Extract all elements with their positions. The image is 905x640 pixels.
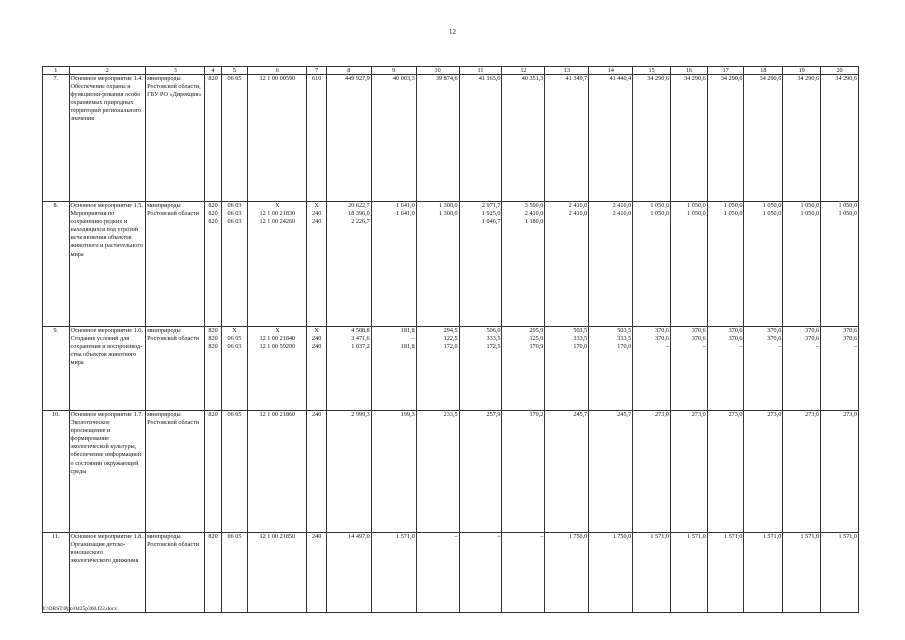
value-cell — [326, 533, 371, 613]
value-cell — [416, 75, 459, 202]
value-line: 273,0 — [728, 411, 743, 418]
value-cell — [670, 411, 707, 533]
value-line: 333,5 — [617, 335, 632, 343]
value-cell — [502, 533, 545, 613]
value-line: – — [778, 343, 782, 351]
column-header-18: 18 — [744, 67, 783, 75]
value-line: 240 — [312, 210, 322, 218]
value-line: 1 641,0 — [396, 210, 415, 218]
row-number: 9. — [43, 327, 70, 411]
column-header-2: 2 — [69, 67, 146, 75]
value-cell — [670, 327, 707, 411]
value-line: 370,6 — [691, 335, 706, 343]
value-cell — [326, 202, 371, 327]
value-cell — [248, 75, 307, 202]
column-header-17: 17 — [707, 67, 744, 75]
table-row — [43, 411, 859, 533]
value-line: 2 410,0 — [568, 210, 588, 218]
value-line: 503,5 — [573, 327, 588, 334]
value-line: – — [665, 343, 669, 351]
value-cell — [783, 75, 821, 202]
value-line: 370,6 — [655, 335, 669, 343]
value-cell — [545, 327, 589, 411]
value-line: 40 351,3 — [521, 75, 544, 82]
value-line: 125,0 — [529, 335, 544, 343]
value-line — [590, 218, 631, 226]
value-line: 06 05 — [227, 75, 242, 82]
value-cell — [744, 327, 783, 411]
value-line: 20 622,7 — [348, 202, 370, 209]
value-line: 3 590,0 — [524, 202, 544, 209]
value-line: 1 050,0 — [687, 210, 706, 218]
value-line: 370,6 — [655, 327, 669, 334]
value-line: – — [540, 533, 544, 540]
executor: минприроды Ростовской области — [146, 533, 205, 613]
value-line: 2 410,0 — [612, 210, 632, 218]
value-line: 1 046,7 — [481, 218, 501, 226]
value-line: 333,5 — [486, 335, 501, 343]
value-line: 240 — [312, 218, 322, 226]
value-line — [745, 218, 781, 226]
value-line: 245,7 — [617, 411, 632, 418]
executor: минприроды Ростовской области — [146, 327, 205, 411]
value-line: 370,6 — [728, 335, 743, 343]
value-line — [373, 218, 415, 226]
value-line: 122,5 — [443, 335, 458, 343]
value-line: 1 571,0 — [723, 533, 743, 540]
value-line: 370,6 — [767, 335, 782, 343]
value-cell — [205, 327, 221, 411]
value-cell — [248, 533, 307, 613]
value-line: 170,9 — [529, 343, 544, 351]
column-header-3: 3 — [146, 67, 205, 75]
value-cell — [205, 411, 221, 533]
value-line: 34 290,6 — [684, 75, 706, 82]
value-line: 1 750,0 — [568, 533, 588, 540]
value-line: 273,0 — [767, 411, 782, 418]
value-cell — [459, 533, 502, 613]
row-number: 10. — [43, 411, 70, 533]
value-line: 1 300,0 — [439, 210, 458, 218]
value-line: 240 — [312, 335, 322, 343]
value-line: 06 03 — [227, 202, 242, 209]
value-cell — [545, 75, 589, 202]
value-line: 12 1 00 00590 — [259, 75, 296, 82]
value-line: 294,5 — [443, 327, 458, 334]
value-line: 245,7 — [573, 411, 588, 418]
value-cell — [307, 533, 326, 613]
value-cell — [670, 75, 707, 202]
value-line — [546, 218, 587, 226]
value-line: 12 1 00 21850 — [259, 533, 296, 540]
value-line: 370,6 — [691, 327, 706, 334]
value-cell — [416, 411, 459, 533]
value-cell — [545, 533, 589, 613]
value-line: 240 — [312, 411, 322, 418]
value-cell — [248, 327, 307, 411]
value-cell — [459, 202, 502, 327]
value-line: 1 750,0 — [612, 533, 632, 540]
value-cell — [502, 75, 545, 202]
value-cell — [248, 411, 307, 533]
value-cell — [589, 411, 633, 533]
value-line: 820 — [208, 210, 218, 218]
value-line: 2 226,7 — [351, 218, 370, 226]
value-cell — [670, 533, 707, 613]
value-cell — [326, 411, 371, 533]
value-line: 2 410,0 — [612, 202, 632, 209]
value-line: 1 180,0 — [524, 218, 544, 226]
value-line: 1 050,0 — [650, 210, 669, 218]
value-line: 181,8 — [400, 343, 415, 351]
value-cell — [221, 533, 248, 613]
value-line: 41 165,0 — [478, 75, 501, 82]
value-cell — [221, 202, 248, 327]
value-cell — [589, 327, 633, 411]
value-cell — [633, 411, 671, 533]
value-line: 172,0 — [443, 343, 458, 351]
value-cell — [221, 75, 248, 202]
value-line: 370,6 — [805, 327, 820, 334]
measure-name: Основное мероприятие 1.6. Создание условий для сохранения и воспроизвод-ства объектов животного мира — [69, 327, 146, 411]
value-cell — [821, 411, 859, 533]
column-header-16: 16 — [670, 67, 707, 75]
value-line: 1 050,0 — [762, 202, 782, 209]
value-line: 1 050,0 — [800, 210, 820, 218]
value-line: 273,0 — [691, 411, 706, 418]
column-header-14: 14 — [589, 67, 633, 75]
value-cell — [633, 327, 671, 411]
value-cell — [459, 411, 502, 533]
table-row — [43, 75, 859, 202]
column-header-12: 12 — [502, 67, 545, 75]
column-header-8: 8 — [326, 67, 371, 75]
value-cell — [307, 75, 326, 202]
header-row — [43, 67, 859, 75]
value-line: 12 1 00 59200 — [259, 343, 296, 351]
value-line — [709, 218, 743, 226]
column-header-9: 9 — [371, 67, 416, 75]
value-line: 1 571,0 — [650, 533, 669, 540]
value-line: 1 300,0 — [439, 202, 458, 209]
value-line: 2 410,0 — [524, 210, 544, 218]
value-cell — [371, 75, 416, 202]
value-line: 1 050,0 — [838, 210, 857, 218]
value-line: – — [454, 533, 458, 540]
column-header-20: 20 — [821, 67, 859, 75]
value-line: 06 03 — [227, 218, 242, 226]
value-line: 820 — [208, 327, 218, 334]
value-cell — [744, 533, 783, 613]
row-number: 8. — [43, 202, 70, 327]
value-line — [672, 218, 706, 226]
value-line: 333,5 — [573, 335, 588, 343]
value-line: 1 925,0 — [481, 210, 501, 218]
value-cell — [633, 75, 671, 202]
value-line: 12 1 00 21840 — [259, 335, 296, 343]
table-row — [43, 533, 859, 613]
value-line: – — [739, 343, 743, 351]
value-cell — [205, 533, 221, 613]
value-cell — [783, 327, 821, 411]
column-header-10: 10 — [416, 67, 459, 75]
value-line: 18 396,0 — [348, 210, 370, 218]
value-cell — [307, 327, 326, 411]
value-line: 40 003,3 — [393, 75, 415, 82]
value-line: 181,8 — [400, 327, 415, 334]
value-line: 170,0 — [617, 343, 632, 351]
value-line: 170,0 — [573, 343, 588, 351]
value-line: – — [411, 335, 415, 343]
value-line: 1 050,0 — [800, 202, 820, 209]
value-cell — [707, 533, 744, 613]
value-line: 820 — [208, 218, 218, 226]
value-cell — [326, 75, 371, 202]
value-cell — [707, 327, 744, 411]
column-header-15: 15 — [633, 67, 671, 75]
value-line: 12 1 00 21860 — [259, 411, 296, 418]
row-number: 11. — [43, 533, 70, 613]
value-cell — [502, 411, 545, 533]
value-cell — [589, 75, 633, 202]
value-line: 1 050,0 — [762, 210, 782, 218]
value-cell — [502, 327, 545, 411]
value-line: 370,6 — [767, 327, 782, 334]
value-line: 273,0 — [843, 411, 857, 418]
value-cell — [307, 411, 326, 533]
value-cell — [633, 202, 671, 327]
value-line: X — [275, 202, 280, 209]
column-header-4: 4 — [205, 67, 221, 75]
value-line: 295,9 — [529, 327, 544, 334]
value-cell — [502, 202, 545, 327]
value-cell — [459, 75, 502, 202]
value-line: 1 050,0 — [838, 202, 857, 209]
value-cell — [371, 327, 416, 411]
value-cell — [371, 202, 416, 327]
value-line: X — [275, 327, 280, 334]
value-line: – — [702, 343, 706, 351]
value-line: 370,6 — [843, 335, 857, 343]
value-cell — [744, 75, 783, 202]
value-line: 41 440,4 — [609, 75, 632, 82]
measure-name: Основное мероприятие 1.5. Мероприятия по сохранению редких и находящихся под угрозой исчезновения объектов животного и растительного мира — [69, 202, 146, 327]
value-line: 820 — [208, 343, 218, 351]
value-cell — [633, 533, 671, 613]
value-cell — [670, 202, 707, 327]
value-line: 34 290,6 — [835, 75, 857, 82]
column-header-6: 6 — [248, 67, 307, 75]
value-line: 06 03 — [227, 343, 242, 351]
executor: минприроды Ростовской области — [146, 411, 205, 533]
table-row — [43, 202, 859, 327]
value-line: 14 497,0 — [348, 533, 370, 540]
value-line: 257,9 — [486, 411, 501, 418]
value-line: 06 05 — [227, 411, 242, 418]
value-cell — [821, 327, 859, 411]
value-line: 12 1 00 21830 — [259, 210, 296, 218]
value-line: 240 — [312, 343, 322, 351]
value-line: 610 — [312, 75, 322, 82]
value-line: – — [815, 343, 820, 351]
page-number: 12 — [449, 28, 456, 36]
column-header-7: 7 — [307, 67, 326, 75]
value-line: 34 290,6 — [647, 75, 669, 82]
value-cell — [545, 202, 589, 327]
executor: минприроды Ростовской области — [146, 202, 205, 327]
value-line: 12 1 00 24260 — [259, 218, 296, 226]
value-line: 1 571,0 — [687, 533, 706, 540]
value-line: 1 037,2 — [351, 343, 370, 351]
value-line: 1 571,0 — [396, 533, 415, 540]
value-line: 273,0 — [805, 411, 820, 418]
value-line — [418, 218, 458, 226]
value-line — [822, 218, 857, 226]
value-line: 820 — [208, 411, 218, 418]
value-line: X — [314, 202, 319, 209]
value-line: 34 290,6 — [797, 75, 820, 82]
value-cell — [248, 202, 307, 327]
value-cell — [307, 202, 326, 327]
value-line: 449 927,9 — [345, 75, 370, 82]
measure-name: Основное мероприятие 1.8. Организация детско-юношеского экологического движения — [69, 533, 146, 613]
column-header-11: 11 — [459, 67, 502, 75]
value-line: 1 641,0 — [396, 202, 415, 209]
value-line: 41 349,7 — [565, 75, 588, 82]
value-line: 179,2 — [529, 411, 544, 418]
value-line: 34 290,6 — [720, 75, 743, 82]
value-cell — [326, 327, 371, 411]
value-cell — [821, 533, 859, 613]
value-cell — [707, 202, 744, 327]
value-cell — [589, 533, 633, 613]
table-row — [43, 327, 859, 411]
column-header-13: 13 — [545, 67, 589, 75]
value-line: 06 03 — [227, 210, 242, 218]
value-cell — [707, 411, 744, 533]
value-cell — [707, 75, 744, 202]
value-line: 1 050,0 — [723, 210, 743, 218]
column-header-1: 1 — [43, 67, 70, 75]
value-cell — [416, 533, 459, 613]
value-cell — [545, 411, 589, 533]
value-line: 370,6 — [805, 335, 820, 343]
value-line: 2 410,0 — [568, 202, 588, 209]
value-line: 199,3 — [400, 411, 415, 418]
value-line: X — [232, 327, 237, 334]
value-line: 1 050,0 — [723, 202, 743, 209]
value-line: – — [497, 533, 501, 540]
value-line: 820 — [208, 75, 218, 82]
value-line: 370,6 — [728, 327, 743, 334]
value-line: 2 999,3 — [351, 411, 370, 418]
value-cell — [221, 327, 248, 411]
value-line: 503,5 — [617, 327, 632, 334]
value-line — [784, 218, 819, 226]
value-cell — [459, 327, 502, 411]
value-line: 233,5 — [443, 411, 458, 418]
value-cell — [783, 411, 821, 533]
value-line: 506,0 — [486, 327, 501, 334]
value-line: 172,5 — [486, 343, 501, 351]
column-header-5: 5 — [221, 67, 248, 75]
value-line: 820 — [208, 533, 218, 540]
value-line: 1 050,0 — [650, 202, 669, 209]
value-cell — [589, 202, 633, 327]
value-cell — [205, 202, 221, 327]
value-cell — [783, 202, 821, 327]
value-line: 1 571,0 — [800, 533, 820, 540]
value-cell — [371, 411, 416, 533]
value-line: 273,0 — [655, 411, 669, 418]
value-cell — [744, 411, 783, 533]
value-line: 39 874,6 — [435, 75, 458, 82]
value-line: 2 971,7 — [481, 202, 501, 209]
value-cell — [205, 75, 221, 202]
value-line — [634, 218, 669, 226]
value-line: 820 — [208, 335, 218, 343]
value-line: 1 571,0 — [838, 533, 857, 540]
value-line: 3 471,6 — [351, 335, 370, 343]
measure-name: Основное мероприятие 1.4. Обеспечение охраны и функциони-рования особо охраняемых природных территорий регионального значения — [69, 75, 146, 202]
column-header-19: 19 — [783, 67, 821, 75]
value-line: 820 — [208, 202, 218, 209]
value-line: 1 571,0 — [762, 533, 782, 540]
value-line: X — [314, 327, 319, 334]
value-cell — [416, 327, 459, 411]
row-number: 7. — [43, 75, 70, 202]
measure-name: Основное мероприятие 1.7. Экологическое просвещение и формирование экологической культуры, обеспечение информацией о состоянии окружающей среды — [69, 411, 146, 533]
value-cell — [416, 202, 459, 327]
value-cell — [821, 202, 859, 327]
value-line: 4 508,8 — [351, 327, 370, 334]
budget-table — [42, 66, 859, 613]
value-cell — [371, 533, 416, 613]
value-cell — [783, 533, 821, 613]
value-line: 06 05 — [227, 335, 242, 343]
executor: минприроды Ростовской области, ГБУ РО «Дирекция» — [146, 75, 205, 202]
value-line: 06 05 — [227, 533, 242, 540]
value-line: 34 290,6 — [759, 75, 782, 82]
value-line: – — [853, 343, 857, 351]
file-path-footer: Y:\ORST\Ppo\0425p360.f22.docx — [42, 606, 117, 612]
value-cell — [744, 202, 783, 327]
value-cell — [221, 411, 248, 533]
value-cell — [821, 75, 859, 202]
value-line: 370,6 — [843, 327, 857, 334]
value-line: 240 — [312, 533, 322, 540]
value-line: 1 050,0 — [687, 202, 706, 209]
